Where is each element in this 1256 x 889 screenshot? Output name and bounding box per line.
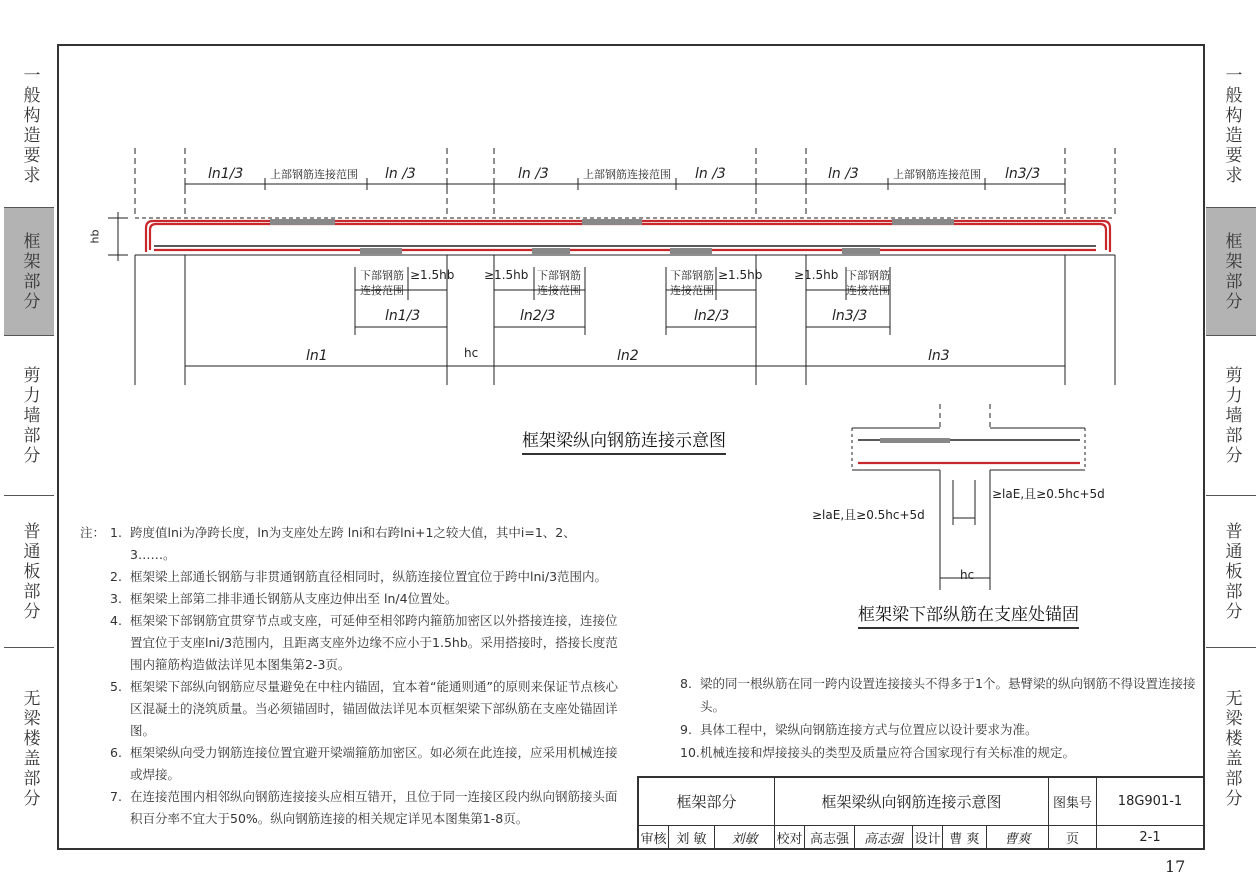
hc-label: hc — [464, 346, 479, 360]
note-item — [80, 522, 620, 566]
page-number: 17 — [1165, 857, 1186, 876]
note-item — [80, 676, 620, 742]
note-number: 1. — [110, 525, 122, 540]
notes-label: 注： — [80, 525, 106, 540]
note-text: 框架梁上部通长钢筋与非贯通钢筋直径相同时，纵筋连接位置宜位于跨中lni/3范围内。 — [130, 569, 608, 584]
atlas-number: 18G901-1 — [1097, 778, 1204, 826]
note-text: 框架梁纵向受力钢筋连接位置宜避开梁端箍筋加密区。如必须在此连接，应采用机械连接或焊接。 — [130, 745, 618, 782]
atlas-label: 图集号 — [1049, 778, 1097, 826]
notes-list-2 — [680, 672, 1200, 764]
anchor-label: ≥laE,且≥0.5hc+5d — [992, 487, 1105, 501]
ge-label: ≥1.5hb — [794, 268, 839, 282]
bottom-range-label: 下部钢筋连接范围 — [846, 269, 890, 297]
sidebar-item-label: 框架部分 — [19, 231, 40, 312]
note-text: 具体工程中，梁纵向钢筋连接方式与位置应以设计要求为准。 — [700, 722, 1038, 737]
anchor-title: 框架梁下部纵筋在支座处锚固 — [858, 600, 1079, 629]
review-label: 审核 — [639, 826, 669, 849]
dim-label: 上部钢筋连接范围 — [270, 168, 358, 181]
note-number: 6. — [110, 745, 122, 760]
sidebar-item-label: 剪力墙部分 — [19, 365, 40, 466]
bottom-range-label: 下部钢筋连接范围 — [360, 269, 404, 297]
page-code: 2-1 — [1097, 826, 1204, 849]
reviewer-signature: 刘敏 — [715, 826, 775, 849]
note-text: 框架梁上部第二排非通长钢筋从支座边伸出至 ln/4位置处。 — [130, 591, 458, 606]
dim-label: 上部钢筋连接范围 — [893, 168, 981, 181]
reviewer-name: 刘 敏 — [669, 826, 715, 849]
sidebar-item-label: 普通板部分 — [19, 521, 40, 622]
note-item — [80, 566, 620, 588]
note-text: 梁的同一根纵筋在同一跨内设置连接接头不得多于1个。悬臂梁的纵向钢筋不得设置连接接头。 — [700, 676, 1196, 714]
dim-label: ln2/3 — [694, 308, 730, 324]
note-text: 跨度值lni为净跨长度，ln为支座处左跨 lni和右跨lni+1之较大值，其中i=1、2、3……。 — [130, 525, 576, 562]
ge-label: ≥1.5hb — [484, 268, 529, 282]
checker-signature: 高志强 — [855, 826, 913, 849]
ge-label: ≥1.5hb — [410, 268, 455, 282]
note-text: 机械连接和焊接接头的类型及质量应符合国家现行有关标准的规定。 — [700, 745, 1076, 760]
sidebar-item-label: 框架部分 — [1221, 231, 1242, 312]
section-name: 框架部分 — [639, 778, 775, 826]
dim-label: ln1/3 — [385, 308, 421, 324]
drawing-title: 框架梁纵向钢筋连接示意图 — [775, 778, 1049, 826]
diagram-title: 框架梁纵向钢筋连接示意图 — [522, 426, 726, 455]
note-number: 3. — [110, 591, 122, 606]
note-item — [680, 672, 1200, 718]
bottom-range-label: 下部钢筋连接范围 — [537, 269, 581, 297]
bottom-range-label: 下部钢筋连接范围 — [670, 269, 714, 297]
title-block — [637, 776, 1204, 849]
dim-label: ln2/3 — [520, 308, 556, 324]
dim-label: ln /3 — [518, 166, 549, 182]
dim-label: ln3/3 — [1005, 166, 1041, 182]
designer-name: 曹 爽 — [943, 826, 987, 849]
note-item — [80, 610, 620, 676]
hb-label: hb — [88, 229, 102, 244]
note-item — [80, 786, 620, 830]
span-label: ln3 — [928, 348, 950, 364]
note-number: 5. — [110, 679, 122, 694]
dim-label: ln1/3 — [208, 166, 244, 182]
note-number: 4. — [110, 613, 122, 628]
dim-label: ln3/3 — [832, 308, 868, 324]
note-item — [680, 741, 1200, 764]
note-text: 框架梁下部纵向钢筋应尽量避免在中柱内锚固，宜本着“能通则通”的原则来保证节点核心区混凝土的浇筑质量。当必须锚固时，锚固做法详见本页框架梁下部纵筋在支座处锚固详图。 — [130, 679, 618, 738]
note-number: 8. — [680, 676, 692, 691]
note-text: 框架梁下部钢筋宜贯穿节点或支座，可延伸至相邻跨内箍筋加密区以外搭接连接，连接位置宜位于支座lni/3范围内，且距离支座外边缘不应小于1.5hb。采用搭接时，搭接长度范围内箍筋构造做法详见本图集第2-3页。 — [130, 613, 618, 672]
span-label: ln2 — [617, 348, 639, 364]
sidebar-item-label: 无梁楼盖部分 — [19, 689, 40, 809]
span-label: ln1 — [306, 348, 328, 364]
note-number: 2. — [110, 569, 122, 584]
sidebar-item-label: 普通板部分 — [1221, 521, 1242, 622]
hc-label: hc — [960, 568, 975, 582]
dim-label: ln /3 — [695, 166, 726, 182]
sidebar-item-label: 一般构造要求 — [19, 65, 40, 186]
note-item — [680, 718, 1200, 741]
note-item — [80, 742, 620, 786]
note-item — [80, 588, 620, 610]
note-number: 7. — [110, 789, 122, 804]
checker-name: 高志强 — [805, 826, 855, 849]
sidebar-item-label: 一般构造要求 — [1221, 65, 1242, 186]
note-number: 10. — [680, 745, 700, 760]
anchor-label: ≥laE,且≥0.5hc+5d — [812, 508, 925, 522]
dim-label: ln /3 — [828, 166, 859, 182]
check-label: 校对 — [775, 826, 805, 849]
ge-label: ≥1.5hb — [718, 268, 763, 282]
designer-signature: 曹爽 — [987, 826, 1049, 849]
design-label: 设计 — [913, 826, 943, 849]
notes-list — [80, 522, 620, 830]
note-text: 在连接范围内相邻纵向钢筋连接接头应相互错开，且位于同一连接区段内纵向钢筋接头面积百分率不宜大于50%。纵向钢筋连接的相关规定详见本图集第1-8页。 — [130, 789, 618, 826]
dim-label: ln /3 — [385, 166, 416, 182]
note-number: 9. — [680, 722, 692, 737]
dim-label: 上部钢筋连接范围 — [583, 168, 671, 181]
sidebar-item-label: 无梁楼盖部分 — [1221, 689, 1242, 809]
page-label: 页 — [1049, 826, 1097, 849]
sidebar-item-label: 剪力墙部分 — [1221, 365, 1242, 466]
